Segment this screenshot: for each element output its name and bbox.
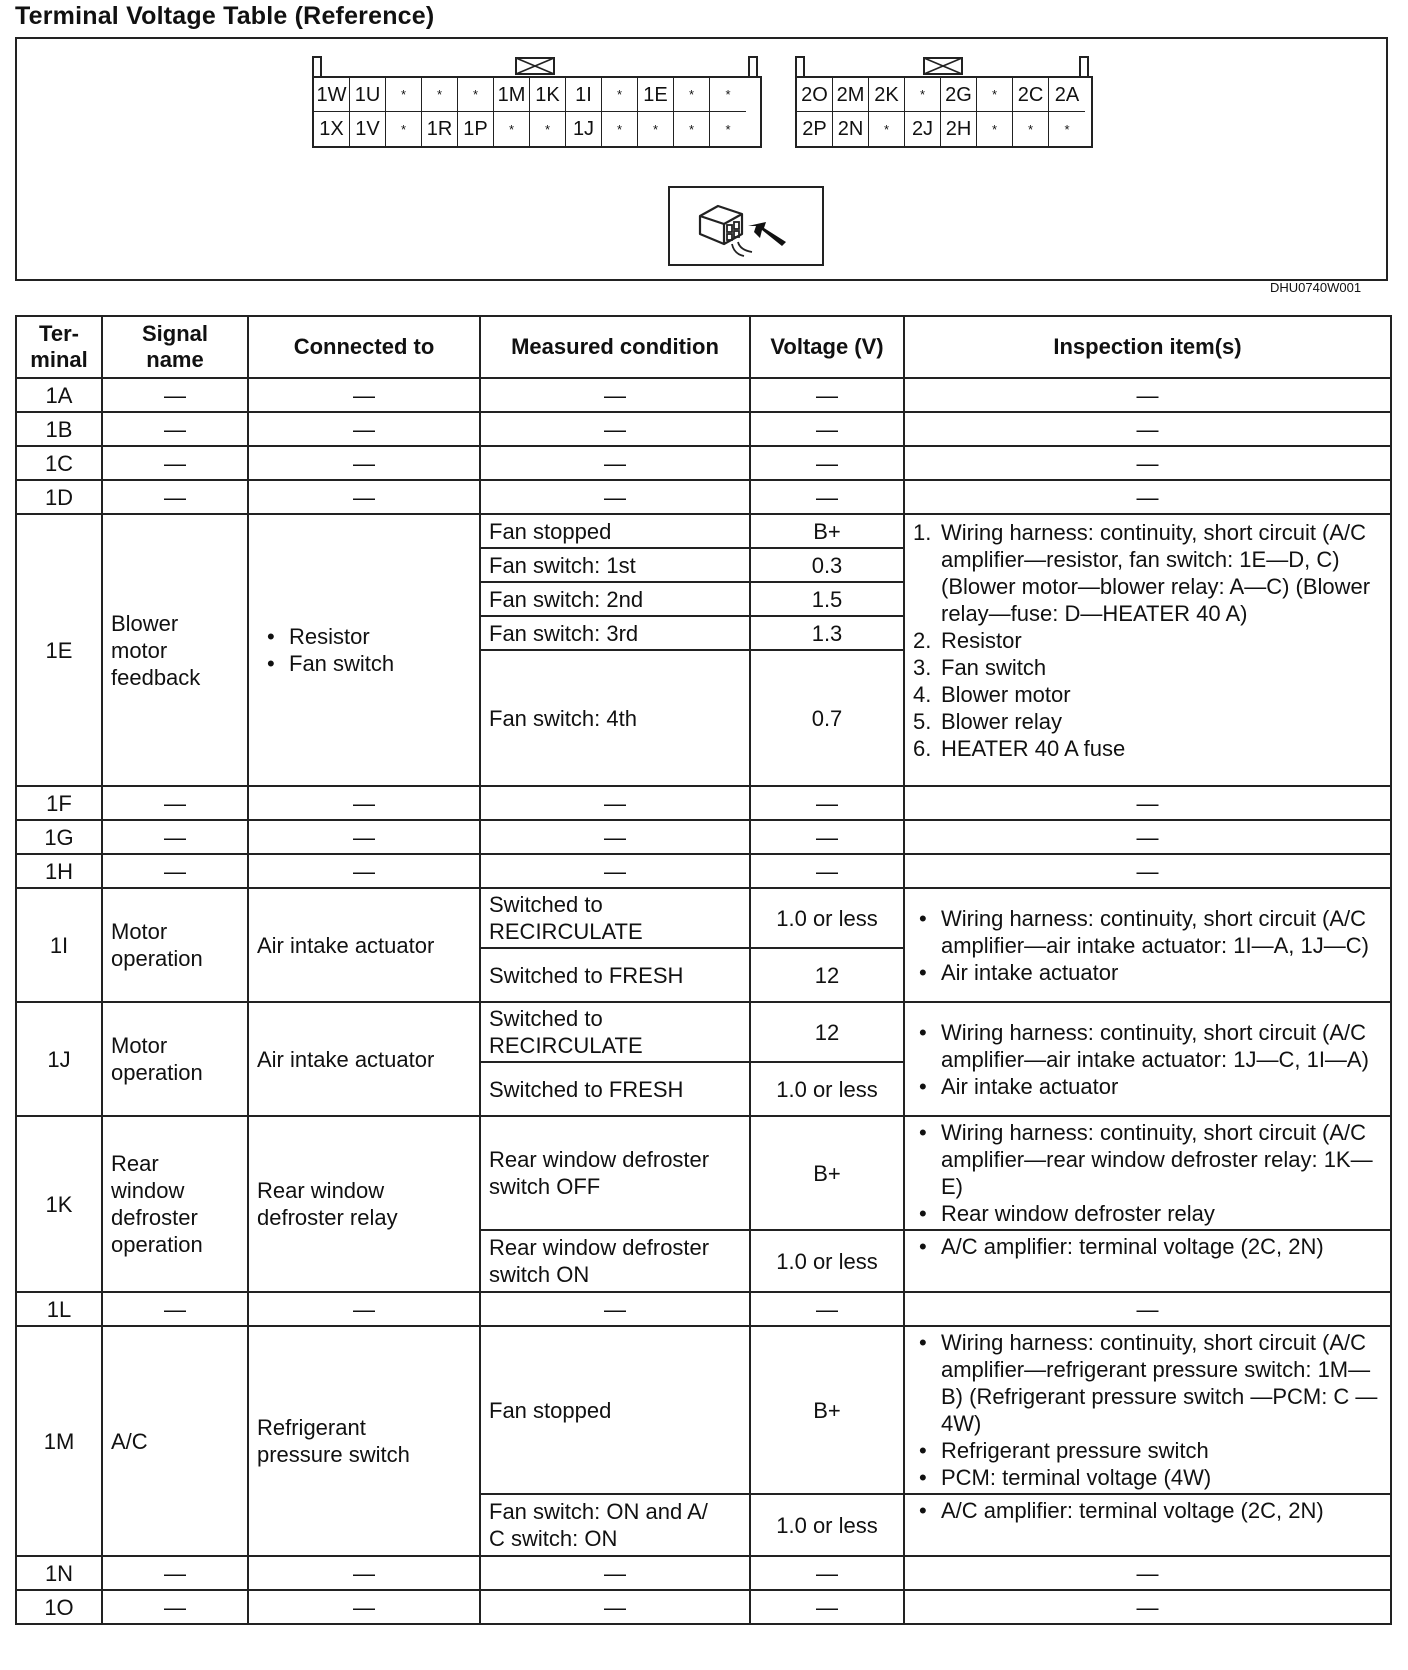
table-row bbox=[16, 1556, 1391, 1590]
voltage-cell: — bbox=[750, 820, 904, 854]
table-row bbox=[16, 1002, 1391, 1062]
condition-cell: Switched to RECIRCULATE bbox=[480, 888, 750, 948]
voltage-cell: — bbox=[750, 378, 904, 412]
inspection-item: • Rear window defroster relay bbox=[913, 1200, 1382, 1227]
connector-pin: * bbox=[905, 78, 941, 112]
connector-pin: * bbox=[602, 112, 638, 146]
voltage-cell: 1.0 or less bbox=[750, 1494, 904, 1556]
condition-cell: Fan stopped bbox=[480, 1326, 750, 1494]
inspection-item: • Air intake actuator bbox=[913, 959, 1382, 986]
voltage-cell: 1.0 or less bbox=[750, 1062, 904, 1116]
connector-pin: * bbox=[530, 112, 566, 146]
inspection-cell: — bbox=[904, 1590, 1391, 1624]
connector-pin: * bbox=[725, 121, 731, 137]
connected-item: • Fan switch bbox=[257, 650, 471, 677]
voltage-cell: — bbox=[750, 1292, 904, 1326]
inspection-cell bbox=[904, 1230, 1391, 1292]
connector-pin: * bbox=[386, 78, 422, 112]
connected-cell: — bbox=[248, 786, 480, 820]
voltage-cell: B+ bbox=[750, 1326, 904, 1494]
signal-cell: — bbox=[102, 480, 248, 514]
condition-cell: — bbox=[480, 480, 750, 514]
terminal-cell: 1G bbox=[16, 820, 102, 854]
connector-pin: 1I bbox=[566, 78, 602, 112]
condition-cell: Switched to RECIRCULATE bbox=[480, 1002, 750, 1062]
connector-pin: 1V bbox=[350, 112, 386, 146]
signal-cell: — bbox=[102, 1556, 248, 1590]
connected-cell: — bbox=[248, 1292, 480, 1326]
connector-pin: * bbox=[710, 78, 746, 112]
inspection-cell: — bbox=[904, 446, 1391, 480]
table-row bbox=[16, 514, 1391, 548]
connector-latch-icon bbox=[515, 54, 555, 76]
condition-cell: — bbox=[480, 1556, 750, 1590]
voltage-cell: 1.5 bbox=[750, 582, 904, 616]
terminal-cell: 1I bbox=[16, 888, 102, 1002]
signal-cell: Blower motor feedback bbox=[102, 514, 248, 786]
table-row bbox=[16, 1116, 1391, 1230]
condition-cell: — bbox=[480, 786, 750, 820]
connector-pin: 2G bbox=[941, 78, 977, 112]
connector-pin: 2H bbox=[941, 112, 977, 146]
connected-cell: Air intake actuator bbox=[248, 1002, 480, 1116]
connected-cell: — bbox=[248, 446, 480, 480]
signal-cell: — bbox=[102, 854, 248, 888]
terminal-cell: 1A bbox=[16, 378, 102, 412]
signal-cell: Rear window defroster operation bbox=[102, 1116, 248, 1292]
inspection-cell: — bbox=[904, 786, 1391, 820]
inspection-cell: — bbox=[904, 480, 1391, 514]
connected-cell: — bbox=[248, 412, 480, 446]
voltage-cell: — bbox=[750, 786, 904, 820]
voltage-cell: 0.3 bbox=[750, 548, 904, 582]
signal-cell: — bbox=[102, 786, 248, 820]
terminal-cell: 1C bbox=[16, 446, 102, 480]
connected-cell: Rear window defroster relay bbox=[248, 1116, 480, 1292]
signal-cell: — bbox=[102, 820, 248, 854]
voltage-cell: 1.3 bbox=[750, 616, 904, 650]
condition-cell: Switched to FRESH bbox=[480, 948, 750, 1002]
inspection-cell bbox=[904, 1116, 1391, 1230]
header-inspection-items: Inspection item(s) bbox=[904, 316, 1391, 378]
connector-tab-left bbox=[312, 56, 322, 78]
connector-pin: 1U bbox=[350, 78, 386, 112]
condition-cell: — bbox=[480, 412, 750, 446]
inspection-cell bbox=[904, 1494, 1391, 1556]
terminal-cell: 1M bbox=[16, 1326, 102, 1556]
condition-cell: Fan switch: 1st bbox=[480, 548, 750, 582]
condition-cell: — bbox=[480, 446, 750, 480]
connected-cell: — bbox=[248, 854, 480, 888]
table-row bbox=[16, 786, 1391, 820]
inspection-cell bbox=[904, 1002, 1391, 1116]
signal-cell: Motor operation bbox=[102, 1002, 248, 1116]
inspection-item: • Refrigerant pressure switch bbox=[913, 1437, 1382, 1464]
header-signal-name: Signal name bbox=[102, 316, 248, 378]
inspection-item: • A/C amplifier: terminal voltage (2C, 2N) bbox=[913, 1497, 1382, 1524]
condition-cell: Rear window defroster switch OFF bbox=[480, 1116, 750, 1230]
page-title: Terminal Voltage Table (Reference) bbox=[15, 2, 435, 30]
connector-left-pins bbox=[312, 76, 762, 148]
terminal-cell: 1K bbox=[16, 1116, 102, 1292]
terminal-cell: 1L bbox=[16, 1292, 102, 1326]
connector-tab-right bbox=[748, 56, 758, 78]
connector-pin: 2M bbox=[833, 78, 869, 112]
table-row bbox=[16, 854, 1391, 888]
terminal-cell: 1B bbox=[16, 412, 102, 446]
voltage-cell: — bbox=[750, 412, 904, 446]
inspection-item: • A/C amplifier: terminal voltage (2C, 2N) bbox=[913, 1233, 1382, 1260]
inspection-item: • PCM: terminal voltage (4W) bbox=[913, 1464, 1382, 1491]
voltage-cell: — bbox=[750, 1590, 904, 1624]
condition-cell: Fan switch: 4th bbox=[480, 650, 750, 786]
connector-pin: * bbox=[638, 112, 674, 146]
condition-cell: Fan switch: 3rd bbox=[480, 616, 750, 650]
inspection-item: 2. Resistor bbox=[913, 628, 1022, 653]
inspection-item: 6. HEATER 40 A fuse bbox=[913, 736, 1126, 761]
connected-cell bbox=[248, 514, 480, 786]
connector-pin: * bbox=[458, 78, 494, 112]
table-row bbox=[16, 1292, 1391, 1326]
terminal-cell: 1N bbox=[16, 1556, 102, 1590]
terminal-cell: 1F bbox=[16, 786, 102, 820]
connector-pin: * bbox=[977, 112, 1013, 146]
condition-cell: Fan switch: 2nd bbox=[480, 582, 750, 616]
header-terminal: Ter- minal bbox=[16, 316, 102, 378]
connector-pin: 1X bbox=[314, 112, 350, 146]
connector-pin: * bbox=[422, 78, 458, 112]
connector-tab-right bbox=[1079, 56, 1089, 78]
inspection-item: • Wiring harness: continuity, short circuit (A/C amplifier—rear window defroster relay: 1K—E) bbox=[913, 1119, 1382, 1200]
header-connected-to: Connected to bbox=[248, 316, 480, 378]
connected-cell: — bbox=[248, 820, 480, 854]
signal-cell: — bbox=[102, 1590, 248, 1624]
table-row bbox=[16, 446, 1391, 480]
condition-cell: — bbox=[480, 854, 750, 888]
terminal-cell: 1J bbox=[16, 1002, 102, 1116]
inspection-item: 5. Blower relay bbox=[913, 709, 1063, 734]
condition-cell: Rear window defroster switch ON bbox=[480, 1230, 750, 1292]
condition-cell: — bbox=[480, 1292, 750, 1326]
connector-right-pins bbox=[795, 76, 1093, 148]
voltage-cell: 12 bbox=[750, 948, 904, 1002]
connector-pin: 1E bbox=[638, 78, 674, 112]
signal-cell: A/C bbox=[102, 1326, 248, 1556]
connected-cell: — bbox=[248, 378, 480, 412]
connector-pin: * bbox=[602, 78, 638, 112]
voltage-cell: 12 bbox=[750, 1002, 904, 1062]
inspection-cell: — bbox=[904, 820, 1391, 854]
condition-cell: — bbox=[480, 1590, 750, 1624]
condition-cell: Fan stopped bbox=[480, 514, 750, 548]
inspection-item: • Wiring harness: continuity, short circuit (A/C amplifier—refrigerant pressure switch: 1M—B) (Refrigerant pressure switch —PCM: C —4W) bbox=[913, 1329, 1382, 1437]
table-row bbox=[16, 888, 1391, 948]
table-row bbox=[16, 820, 1391, 854]
voltage-cell: B+ bbox=[750, 1116, 904, 1230]
voltage-cell: 1.0 or less bbox=[750, 1230, 904, 1292]
inspection-cell: — bbox=[904, 1556, 1391, 1590]
connected-item: • Resistor bbox=[257, 623, 471, 650]
header-voltage: Voltage (V) bbox=[750, 316, 904, 378]
connector-tab-left bbox=[795, 56, 805, 78]
condition-cell: — bbox=[480, 378, 750, 412]
inspection-cell: — bbox=[904, 1292, 1391, 1326]
table-row bbox=[16, 1590, 1391, 1624]
connector-pin: 2N bbox=[833, 112, 869, 146]
condition-cell: Fan switch: ON and A/ C switch: ON bbox=[480, 1494, 750, 1556]
connector-pin: 2J bbox=[905, 112, 941, 146]
connector-pin: 1M bbox=[494, 78, 530, 112]
signal-cell: — bbox=[102, 412, 248, 446]
terminal-cell: 1D bbox=[16, 480, 102, 514]
connector-right bbox=[795, 54, 1089, 150]
signal-cell: Motor operation bbox=[102, 888, 248, 1002]
inspection-item: 1. Wiring harness: continuity, short circuit (A/C amplifier—resistor, fan switch: 1E—D, C) (Blower motor—blower relay: A—C) (Blower relay—fuse: D—HEATER 40 A) bbox=[913, 520, 1371, 626]
connector-pin: 1R bbox=[422, 112, 458, 146]
signal-cell: — bbox=[102, 446, 248, 480]
inspection-cell: — bbox=[904, 854, 1391, 888]
connector-pin: 2K bbox=[869, 78, 905, 112]
condition-cell: Switched to FRESH bbox=[480, 1062, 750, 1116]
inspection-cell bbox=[904, 1326, 1391, 1494]
connector-pin: * bbox=[386, 112, 422, 146]
inspection-item: • Wiring harness: continuity, short circuit (A/C amplifier—air intake actuator: 1J—C, 1I—A) bbox=[913, 1019, 1382, 1073]
connector-pin: 2O bbox=[797, 78, 833, 112]
terminal-voltage-table bbox=[15, 315, 1392, 1625]
connector-pin: 1K bbox=[530, 78, 566, 112]
inspection-item: • Wiring harness: continuity, short circuit (A/C amplifier—air intake actuator: 1I—A, 1J—C) bbox=[913, 905, 1382, 959]
connector-left bbox=[312, 54, 758, 150]
voltage-cell: 0.7 bbox=[750, 650, 904, 786]
connector-pin: * bbox=[977, 78, 1013, 112]
inspection-item: 4. Blower motor bbox=[913, 682, 1071, 707]
voltage-cell: — bbox=[750, 854, 904, 888]
connector-pin: 2P bbox=[797, 112, 833, 146]
condition-cell: — bbox=[480, 820, 750, 854]
signal-cell: — bbox=[102, 1292, 248, 1326]
inspection-item: • Air intake actuator bbox=[913, 1073, 1382, 1100]
connector-pin: 1J bbox=[566, 112, 602, 146]
connector-view-icon bbox=[668, 186, 824, 266]
inspection-cell bbox=[904, 514, 1391, 786]
table-header-row bbox=[16, 316, 1391, 378]
terminal-cell: 1O bbox=[16, 1590, 102, 1624]
connector-pin: 1W bbox=[314, 78, 350, 112]
inspection-cell: — bbox=[904, 412, 1391, 446]
terminal-cell: 1E bbox=[16, 514, 102, 786]
inspection-cell bbox=[904, 888, 1391, 1002]
table-row bbox=[16, 480, 1391, 514]
connector-pin: * bbox=[869, 112, 905, 146]
connected-cell: Air intake actuator bbox=[248, 888, 480, 1002]
signal-cell: — bbox=[102, 378, 248, 412]
voltage-cell: 1.0 or less bbox=[750, 888, 904, 948]
connector-pin: * bbox=[674, 112, 710, 146]
connector-pin: 2C bbox=[1013, 78, 1049, 112]
connector-pin: * bbox=[674, 78, 710, 112]
terminal-cell: 1H bbox=[16, 854, 102, 888]
table-row bbox=[16, 378, 1391, 412]
inspection-item: 3. Fan switch bbox=[913, 655, 1047, 680]
figure-code: DHU0740W001 bbox=[1270, 280, 1362, 295]
connector-pin: * bbox=[494, 112, 530, 146]
inspection-cell: — bbox=[904, 378, 1391, 412]
table-row bbox=[16, 412, 1391, 446]
voltage-cell: — bbox=[750, 480, 904, 514]
connector-pin: 1P bbox=[458, 112, 494, 146]
header-measured-condition: Measured condition bbox=[480, 316, 750, 378]
connector-latch-icon bbox=[923, 54, 963, 76]
connector-pin: 2A bbox=[1049, 78, 1085, 112]
voltage-cell: — bbox=[750, 1556, 904, 1590]
table-row bbox=[16, 1326, 1391, 1494]
voltage-cell: B+ bbox=[750, 514, 904, 548]
connected-cell: — bbox=[248, 480, 480, 514]
voltage-cell: — bbox=[750, 446, 904, 480]
connected-cell: — bbox=[248, 1590, 480, 1624]
connected-cell: — bbox=[248, 1556, 480, 1590]
connector-pin: * bbox=[1013, 112, 1049, 146]
connector-pin: * bbox=[1064, 121, 1070, 137]
connected-cell: Refrigerant pressure switch bbox=[248, 1326, 480, 1556]
